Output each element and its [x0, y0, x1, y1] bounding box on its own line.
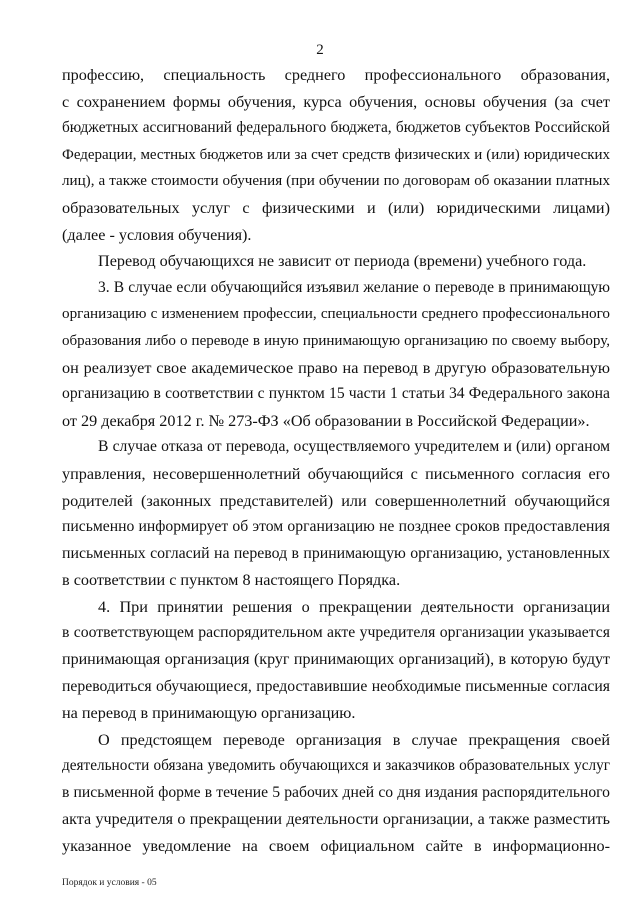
text-line: указанное уведомление на своем официальном сайте в информационно- — [62, 837, 610, 856]
text-line: Федерации, местных бюджетов или за счет средств физических и (или) юридических — [62, 146, 610, 163]
text-line: образования либо о переводе в иную принимающую организацию по своему выбору, — [62, 332, 610, 349]
footer-label: Порядок и условия - 05 — [62, 878, 157, 888]
text-line: профессию, специальность среднего профессионального образования, — [62, 66, 610, 84]
text-line: в соответствии с пунктом 8 настоящего Порядка. — [62, 571, 401, 590]
text-line: В случае отказа от перевода, осуществляемого учредителем и (или) органом — [98, 438, 610, 456]
text-line: письменных согласий на перевод в принимающую организацию, установленных — [62, 544, 610, 562]
text-line: от 29 декабря 2012 г. № 273-ФЗ «Об образовании в Российской Федерации». — [62, 411, 590, 430]
text-line: О предстоящем переводе организация в случае прекращения своей — [98, 730, 610, 749]
document-body — [62, 62, 610, 860]
text-line: лиц), а также стоимости обучения (при обучении по договорам об оказании платных — [62, 173, 610, 190]
text-line: он реализует свое академическое право на перевод в другую образовательную — [62, 358, 610, 377]
text-line: бюджетных ассигнований федерального бюджета, бюджетов субъектов Российской — [62, 119, 610, 137]
text-line: с сохранением формы обучения, курса обучения, основы обучения (за счет — [62, 92, 610, 111]
text-line: переводиться обучающиеся, предоставившие необходимые письменные согласия — [62, 677, 610, 695]
text-line: организацию в соответствии с пунктом 15 части 1 статьи 34 Федерального закона — [62, 385, 610, 403]
text-line: родителей (законных представителей) или совершеннолетний обучающийся — [62, 491, 610, 510]
text-line: управления, несовершеннолетний обучающийся с письменного согласия его — [62, 464, 610, 483]
text-line: в соответствующем распорядительном акте учредителя организации указывается — [62, 624, 610, 642]
text-line: (далее - условия обучения). — [62, 225, 252, 244]
text-line: образовательных услуг с физическими и (или) юридическими лицами) — [62, 198, 610, 217]
text-line: принимающая организация (круг принимающих организаций), в которую будут — [62, 651, 610, 669]
text-line: в письменной форме в течение 5 рабочих дней со дня издания распорядительного — [62, 784, 610, 802]
text-line: 3. В случае если обучающийся изъявил желание о переводе в принимающую — [98, 278, 610, 296]
text-line: акта учредителя о прекращении деятельности организации, а также разместить — [62, 810, 610, 828]
page-number: 2 — [316, 42, 324, 58]
text-line: письменно информирует об этом организацию не позднее сроков предоставления — [62, 518, 610, 536]
text-line: Перевод обучающихся не зависит от периода (времени) учебного года. — [98, 252, 587, 271]
text-line: 4. При принятии решения о прекращении деятельности организации — [98, 597, 610, 616]
text-line: организацию с изменением профессии, специальности среднего профессионального — [62, 306, 610, 323]
text-line: деятельности обязана уведомить обучающихся и заказчиков образовательных услуг — [62, 757, 610, 775]
text-line: на перевод в принимающую организацию. — [62, 704, 356, 723]
